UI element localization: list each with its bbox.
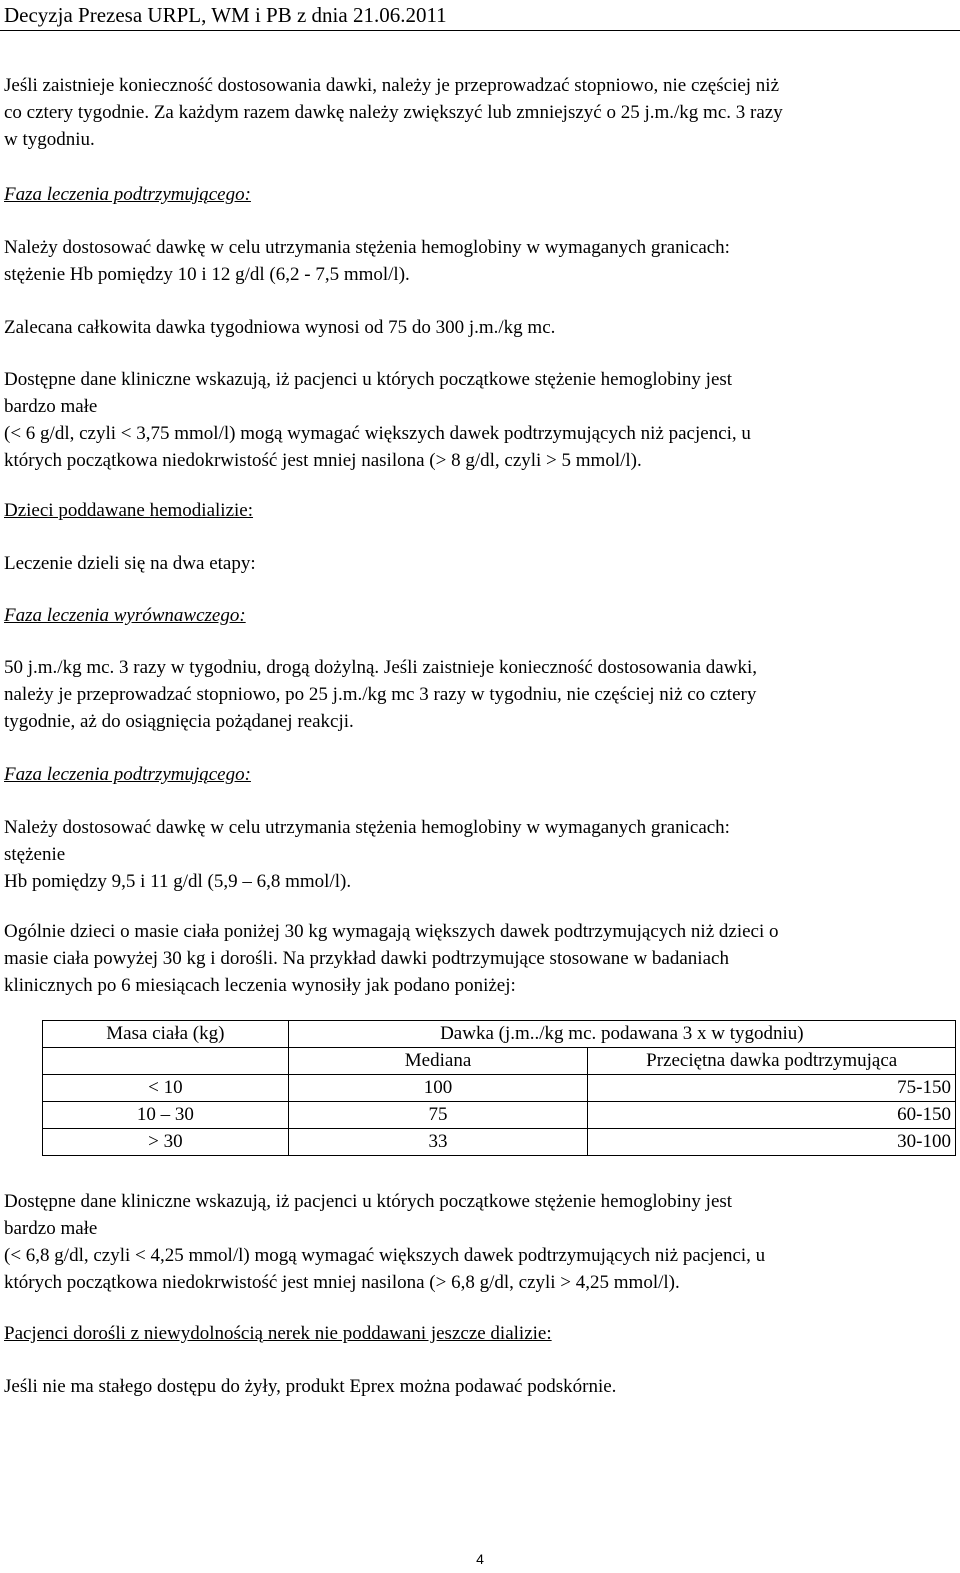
heading-maintenance-phase: Faza leczenia podtrzymującego: <box>4 184 251 205</box>
text-line: których początkowa niedokrwistość jest mniej nasilona (> 8 g/dl, czyli > 5 mmol/l). <box>4 450 642 471</box>
table-row <box>43 1075 956 1102</box>
text-line: klinicznych po 6 miesiącach leczenia wynosiły jak podano poniżej: <box>4 975 516 996</box>
text-line: bardzo małe <box>4 1218 98 1239</box>
cell-average: 30-100 <box>588 1129 956 1156</box>
text-line: 50 j.m./kg mc. 3 razy w tygodniu, drogą dożylną. Jeśli zaistnieje konieczność dostosowania dawki, <box>4 657 757 678</box>
paragraph-dose-adjustment <box>4 72 952 153</box>
header-rule <box>0 30 960 31</box>
cell-mass: < 10 <box>43 1075 289 1102</box>
cell-average: 75-150 <box>588 1075 956 1102</box>
text-line: Jeśli zaistnieje konieczność dostosowania dawki, należy je przeprowadzać stopniowo, nie częściej niż <box>4 75 780 96</box>
text-line: Ogólnie dzieci o masie ciała poniżej 30 kg wymagają większych dawek podtrzymujących niż dzieci o <box>4 921 779 942</box>
text-line: w tygodniu. <box>4 129 95 150</box>
text-line: stężenie <box>4 844 66 865</box>
heading-maintenance-phase-children: Faza leczenia podtrzymującego: <box>4 764 251 785</box>
text-line: Hb pomiędzy 9,5 i 11 g/dl (5,9 – 6,8 mmol/l). <box>4 871 352 892</box>
heading-correction-phase: Faza leczenia wyrównawczego: <box>4 605 246 626</box>
cell-average: 60-150 <box>588 1102 956 1129</box>
paragraph-hb-target-children <box>4 814 952 895</box>
header-median: Mediana <box>288 1048 588 1075</box>
cell-mass: 10 – 30 <box>43 1102 289 1129</box>
heading-adults-predialysis: Pacjenci dorośli z niewydolnością nerek nie poddawani jeszcze dializie: <box>4 1323 552 1344</box>
cell-median: 33 <box>288 1129 588 1156</box>
table-row <box>43 1102 956 1129</box>
text-line: Należy dostosować dawkę w celu utrzymania stężenia hemoglobiny w wymaganych granicach: <box>4 237 730 258</box>
paragraph-hb-target <box>4 234 952 288</box>
text-line: (< 6,8 g/dl, czyli < 4,25 mmol/l) mogą wymagać większych dawek podtrzymujących niż pacjenci, u <box>4 1245 766 1266</box>
paragraph-two-stages: Leczenie dzieli się na dwa etapy: <box>4 553 256 574</box>
paragraph-weekly-dose: Zalecana całkowita dawka tygodniowa wynosi od 75 do 300 j.m./kg mc. <box>4 317 556 338</box>
text-line: Dostępne dane kliniczne wskazują, iż pacjenci u których początkowe stężenie hemoglobiny jest <box>4 1191 733 1212</box>
paragraph-children-weight <box>4 918 952 999</box>
cell-median: 75 <box>288 1102 588 1129</box>
text-line: bardzo małe <box>4 396 98 417</box>
text-line: (< 6 g/dl, czyli < 3,75 mmol/l) mogą wymagać większych dawek podtrzymujących niż pacjenci, u <box>4 423 751 444</box>
page-number: 4 <box>476 1551 484 1567</box>
header-dose: Dawka (j.m../kg mc. podawana 3 x w tygodniu) <box>288 1021 955 1048</box>
header-average-dose: Przeciętna dawka podtrzymująca <box>588 1048 956 1075</box>
header-empty-cell <box>43 1048 289 1075</box>
text-line: stężenie Hb pomiędzy 10 i 12 g/dl (6,2 - 7,5 mmol/l). <box>4 264 410 285</box>
text-line: należy je przeprowadzać stopniowo, po 25 j.m./kg mc 3 razy w tygodniu, nie częściej niż co cztery <box>4 684 757 705</box>
cell-median: 100 <box>288 1075 588 1102</box>
table-row <box>43 1129 956 1156</box>
cell-mass: > 30 <box>43 1129 289 1156</box>
text-line: Należy dostosować dawkę w celu utrzymania stężenia hemoglobiny w wymaganych granicach: <box>4 817 730 838</box>
paragraph-clinical-data-children <box>4 1188 952 1296</box>
text-line: których początkowa niedokrwistość jest mniej nasilona (> 6,8 g/dl, czyli > 4,25 mmol/l). <box>4 1272 680 1293</box>
text-line: tygodnie, aż do osiągnięcia pożądanej reakcji. <box>4 711 354 732</box>
paragraph-subcutaneous: Jeśli nie ma stałego dostępu do żyły, produkt Eprex można podawać podskórnie. <box>4 1376 617 1397</box>
text-line: co cztery tygodnie. Za każdym razem dawkę należy zwiększyć lub zmniejszyć o 25 j.m./kg mc. 3 razy <box>4 102 783 123</box>
text-line: masie ciała powyżej 30 kg i dorośli. Na przykład dawki podtrzymujące stosowane w badaniach <box>4 948 729 969</box>
dose-table <box>42 1020 956 1156</box>
header-body-mass: Masa ciała (kg) <box>43 1021 289 1048</box>
paragraph-correction-dose <box>4 654 952 735</box>
table-header-row <box>43 1021 956 1048</box>
text-line: Dostępne dane kliniczne wskazują, iż pacjenci u których początkowe stężenie hemoglobiny jest <box>4 369 733 390</box>
paragraph-clinical-data <box>4 366 952 474</box>
table-subheader-row <box>43 1048 956 1075</box>
page-header: Decyzja Prezesa URPL, WM i PB z dnia 21.06.2011 <box>4 3 447 27</box>
heading-children-hemodialysis: Dzieci poddawane hemodializie: <box>4 500 254 521</box>
